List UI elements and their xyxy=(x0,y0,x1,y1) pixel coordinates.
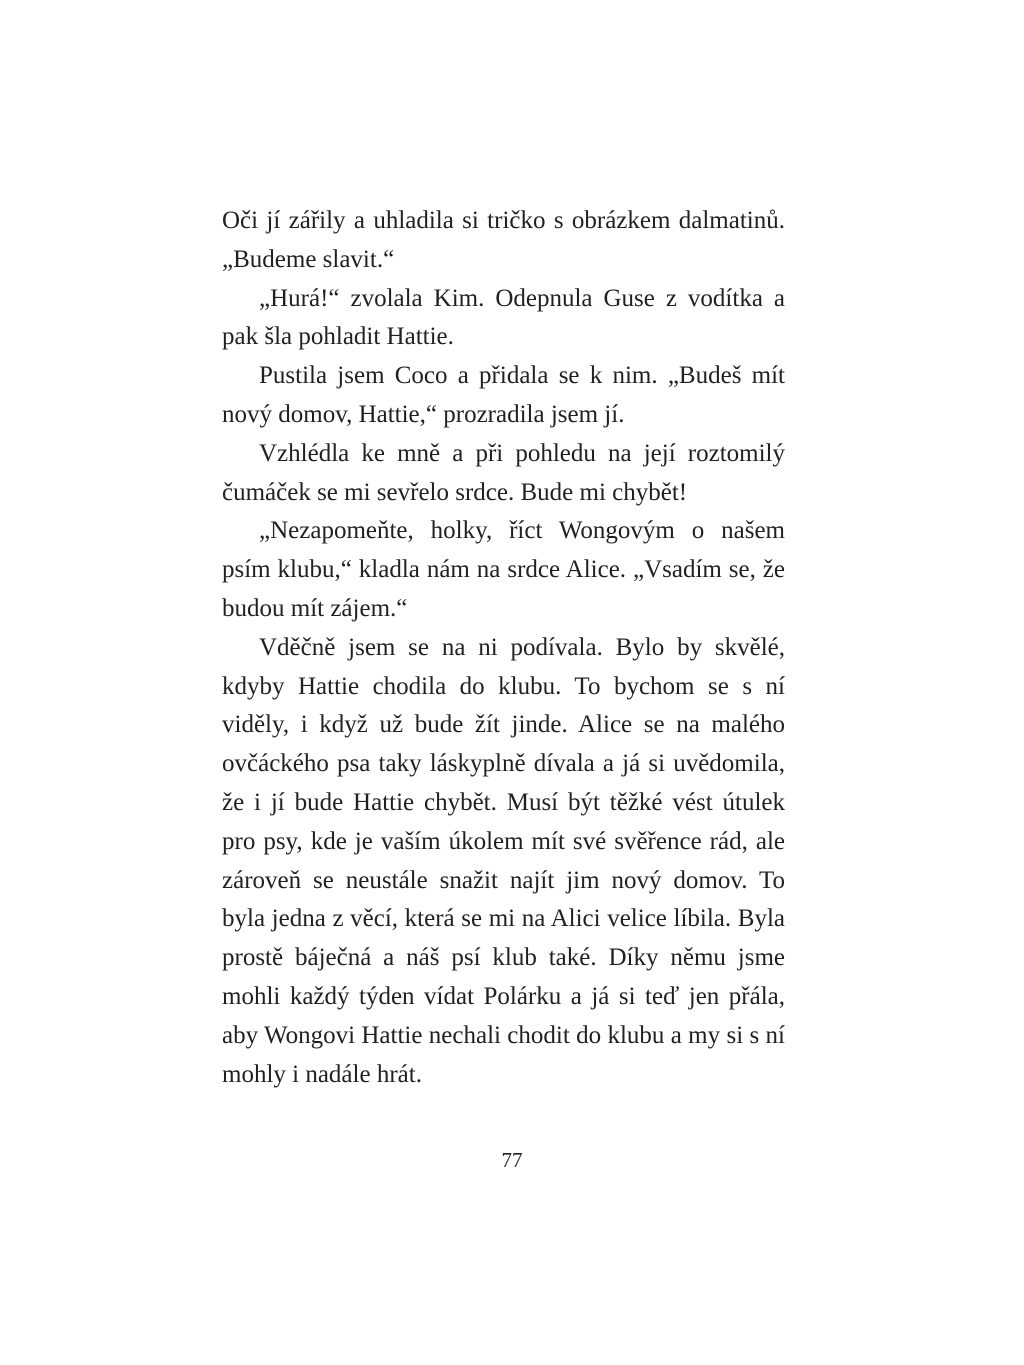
paragraph: Pustila jsem Coco a přidala se k nim. „Budeš mít nový domov, Hattie,“ prozradila jsem jí. xyxy=(222,362,785,428)
page-number: 77 xyxy=(501,1148,523,1172)
paragraph: Oči jí zářily a uhladila si tričko s obrázkem dalmatinů. „Budeme slavit.“ xyxy=(222,207,785,273)
paragraph: Vděčně jsem se na ni podívala. Bylo by skvělé, kdyby Hattie chodila do klubu. To bychom se s ní viděly, i když už bude žít jinde. Alice se na malého ovčáckého psa taky láskyplně dívala a já si uvědomila, že i jí bude Hattie chybět. Musí být těžké vést útulek pro psy, kde je vaším úkolem mít své svěřence rád, ale zároveň se neustále snažit najít jim nový domov. To byla jedna z věcí, která se mi na Alici velice líbila. Byla prostě báječná a náš psí klub také. Díky němu jsme mohli každý týden vídat Polárku a já si teď jen přála, aby Wongovi Hattie nechali chodit do klubu a my si s ní mohly i nadále hrát. xyxy=(222,633,785,1088)
paragraph: Vzhlédla ke mně a při pohledu na její roztomilý čumáček se mi sevřelo srdce. Bude mi chybět! xyxy=(222,439,785,506)
paragraph: „Hurá!“ zvolala Kim. Odepnula Guse z vodítka a pak šla pohladit Hattie. xyxy=(222,284,785,351)
paragraph: „Nezapomeňte, holky, říct Wongovým o našem psím klubu,“ kladla nám na srdce Alice. „Vsadím se, že budou mít zájem.“ xyxy=(222,517,785,622)
page-body xyxy=(222,202,785,1094)
